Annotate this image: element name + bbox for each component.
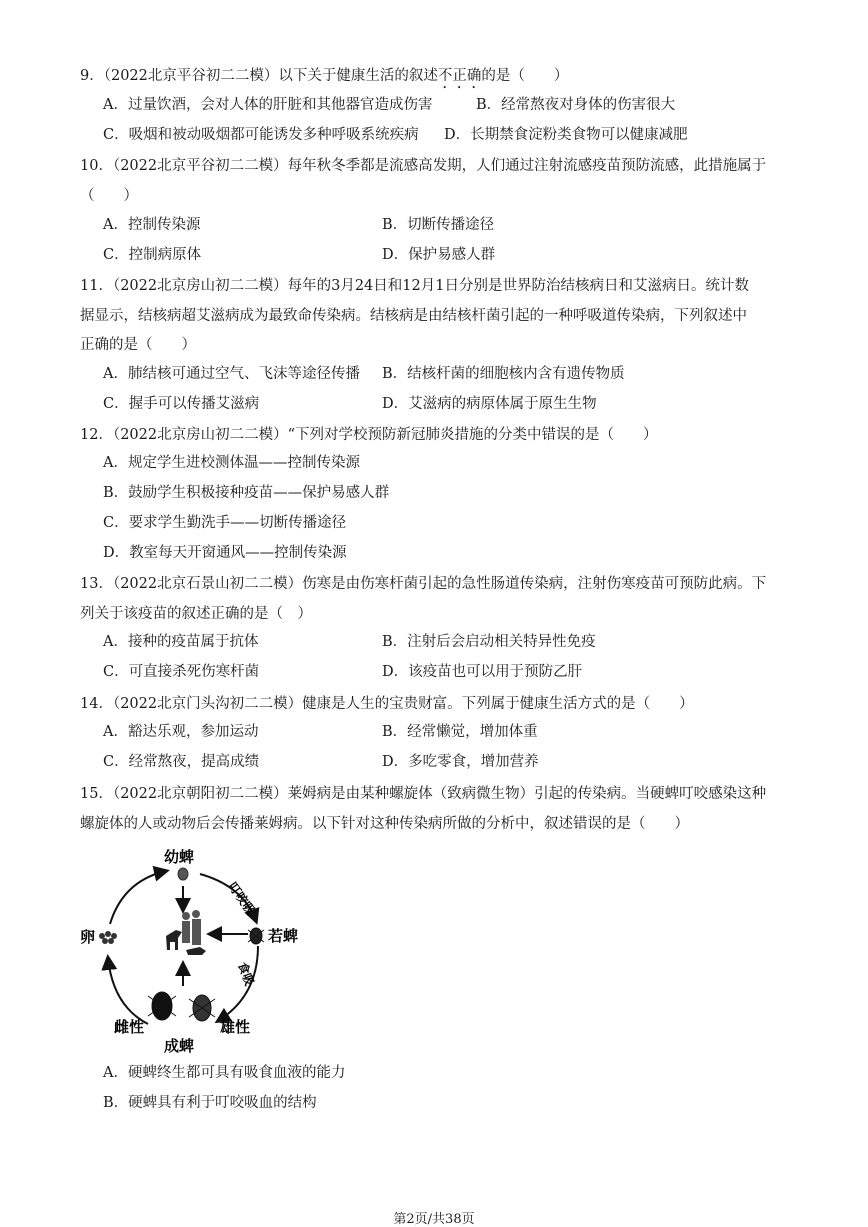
option-d: D．艾滋病的病原体属于原生生物 [382, 396, 597, 412]
option-b: B．鼓励学生积极接种疫苗——保护易感人群 [103, 485, 390, 501]
question-stem-line: 螺旋体的人或动物后会传播莱姆病。以下针对这种传染病所做的分析中，叙述错误的是（ ） [80, 815, 689, 832]
option-d: D．保护易感人群 [382, 247, 496, 263]
egg-cluster-icon [99, 931, 117, 944]
question-11 [80, 272, 795, 361]
question-stem-line: 15．（2022北京朝阳初二二模）莱姆病是由某种螺旋体（致病微生物）引起的传染病。当硬蜱叮咬感染这种 [80, 786, 767, 802]
option-a: A．豁达乐观，参加运动 [103, 724, 259, 740]
label-larva: 幼蜱 [164, 848, 195, 866]
emphasized-text: 不正确 [437, 68, 482, 84]
question-stem-line: 14．（2022北京门头沟初二二模）健康是人生的宝贵财富。下列属于健康生活方式的是（ ） [80, 696, 694, 712]
label-bite-suck: 叮咬吸 [225, 879, 258, 918]
question-stem-line: 据显示，结核病超艾滋病成为最致命传染病。结核病是由结核杆菌引起的一种呼吸道传染病，下列叙述中 [80, 307, 747, 324]
question-stem-line: 11．（2022北京房山初二二模）每年的3月24日和12月1日分别是世界防治结核病日和艾滋病日。统计数 [80, 278, 749, 294]
question-13 [80, 570, 795, 629]
cycle-arc-adult-to-egg [108, 958, 148, 1024]
nymph-tick-icon [248, 928, 264, 944]
male-tick-icon [189, 995, 215, 1021]
option-d: D．长期禁食淀粉类食物可以健康减肥 [444, 127, 688, 143]
question-14 [80, 690, 795, 720]
option-a: A．规定学生进校测体温——控制传染源 [103, 455, 360, 471]
question-stem [80, 62, 795, 92]
option-b: B．经常熬夜对身体的伤害很大 [476, 97, 676, 113]
question-stem-line: 13．（2022北京石景山初二二模）伤寒是由伤寒杆菌引起的急性肠道传染病，注射伤寒疫苗可预防此病。下 [80, 576, 767, 592]
option-b: B．结核杆菌的细胞核内含有遗传物质 [382, 366, 625, 382]
option-c: C．要求学生勤洗手——切断传播途径 [103, 515, 347, 531]
question-stem-line: 10．（2022北京平谷初二二模）每年秋冬季都是流感高发期，人们通过注射流感疫苗预防流感，此措施属于 [80, 158, 767, 174]
question-stem-line: 12．（2022北京房山初二二模）“下列对学校预防新冠肺炎措施的分类中错误的是（ ） [80, 427, 658, 443]
question-stem-line: 列关于该疫苗的叙述正确的是（ ） [80, 605, 312, 622]
option-c: C．控制病原体 [103, 247, 202, 263]
label-feed-suck: 食吸 [235, 960, 257, 988]
tick-lifecycle-figure [78, 846, 310, 1058]
option-d: D．教室每天开窗通风——控制传染源 [103, 545, 347, 561]
question-stem-line: 正确的是（ ） [80, 337, 196, 353]
option-b: B．经常懒觉，增加体重 [382, 724, 538, 740]
stem-text: 9．（2022北京平谷初二二模）以下关于健康生活的叙述 [80, 68, 438, 84]
female-tick-icon [148, 992, 176, 1020]
cycle-arc-egg-to-larva [110, 871, 166, 924]
larva-tick-icon [178, 868, 188, 880]
option-d: D．多吃零食，增加营养 [382, 754, 539, 770]
option-b: B．硬蜱具有利于叮咬吸血的结构 [103, 1095, 317, 1111]
option-b: B．切断传播途径 [382, 217, 495, 233]
question-10 [80, 152, 795, 211]
question-stem-line: （ ） [80, 187, 138, 204]
option-c: C．吸烟和被动吸烟都可能诱发多种呼吸系统疾病 [103, 127, 419, 143]
label-nymph: 若蜱 [268, 927, 299, 945]
label-egg: 卵 [80, 928, 96, 946]
option-a: A．硬蜱终生都可具有吸食血液的能力 [103, 1065, 346, 1081]
question-15 [80, 780, 795, 839]
option-c: C．经常熬夜，提高成绩 [103, 754, 260, 770]
label-female: 雌性 [114, 1018, 145, 1036]
question-9 [80, 62, 795, 92]
option-a: A．过量饮酒，会对人体的肝脏和其他器官造成伤害 [103, 97, 433, 113]
label-male: 雄性 [220, 1018, 251, 1036]
label-adult: 成蜱 [164, 1037, 195, 1055]
question-12 [80, 421, 795, 451]
option-c: C．握手可以传播艾滋病 [103, 396, 260, 412]
option-a: A．肺结核可通过空气、飞沫等途径传播 [103, 366, 360, 382]
option-a: A．控制传染源 [103, 217, 201, 233]
option-d: D．该疫苗也可以用于预防乙肝 [382, 664, 583, 680]
page-footer: 第2页/共38页 [393, 1212, 475, 1227]
host-human-icon [182, 910, 201, 945]
option-b: B．注射后会启动相关特异性免疫 [382, 634, 596, 650]
option-c: C．可直接杀死伤寒杆菌 [103, 664, 260, 680]
stem-text: 的是（ ） [481, 68, 569, 84]
option-a: A．接种的疫苗属于抗体 [103, 634, 259, 650]
